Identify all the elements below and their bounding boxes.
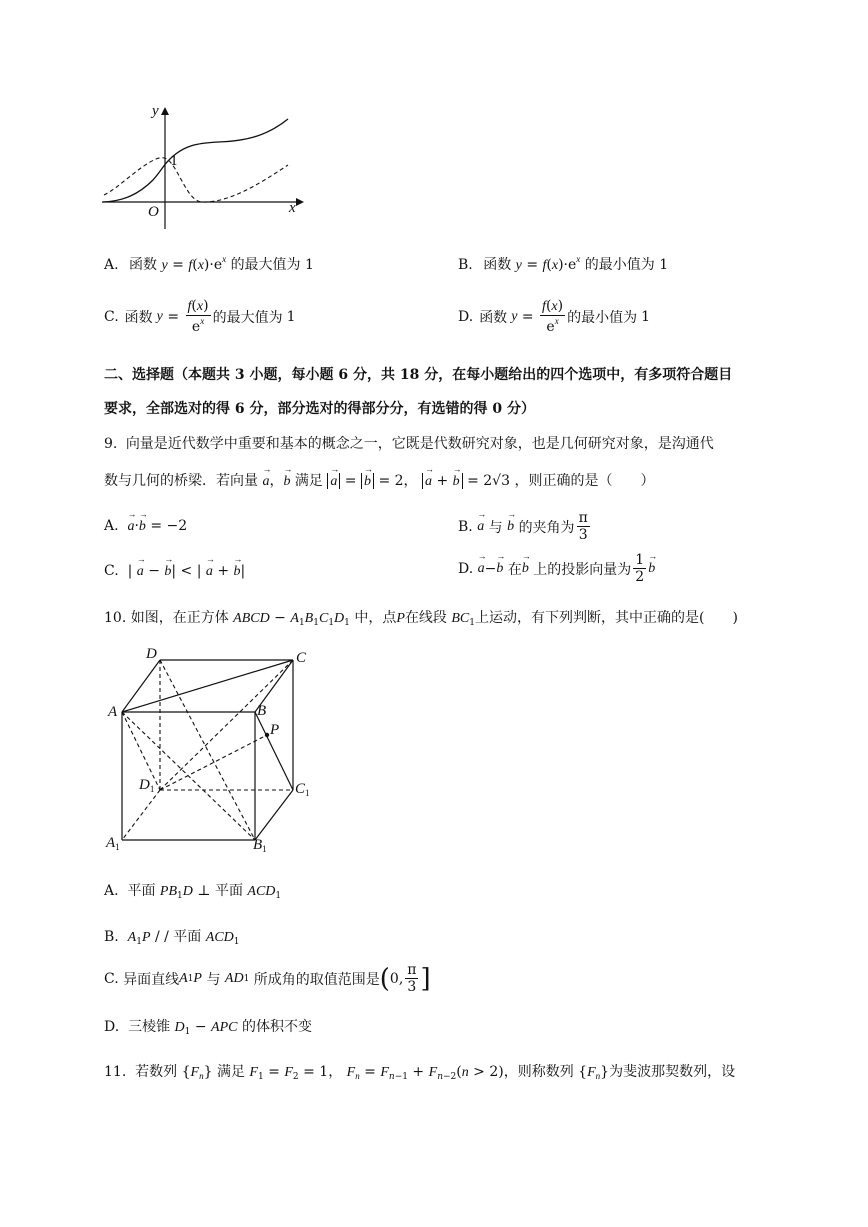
graph-origin-label: O <box>148 204 159 220</box>
cube-label-a: A <box>108 704 118 720</box>
graph-one-label: 1 <box>170 154 179 169</box>
solid-curve <box>103 119 288 202</box>
graph-y-label: y <box>152 103 159 119</box>
q9-stem-line1: 9. 向量是近代数学中重要和基本的概念之一，它既是代数研究对象，也是几何研究对象，是沟通代 <box>104 436 714 452</box>
q10-option-a[interactable]: A. 平面 $PB_1D$ ⊥ 平面 $ACD_1$ <box>104 883 282 901</box>
q11-stem: 11. 若数列 $\{F_n\}$ 满足 $F_1 = F_2 = 1$， $F_n = F_{n-1} + F_{n-2}(n > 2)$，则称数列 $\{F_n\}$为斐波那契数列，设 <box>104 1064 736 1082</box>
cube-label-p: P <box>270 722 280 738</box>
cube-label-d: D <box>146 646 157 662</box>
q10-option-d[interactable]: D. 三棱锥 $D_1$ − APC 的体积不变 <box>104 1019 312 1037</box>
cube-label-b1: $B_1$ <box>253 837 267 854</box>
cube-label-a1: $A_1$ <box>106 835 120 852</box>
q10-option-c[interactable]: C. 异面直线 A 1 P 与 AD 1 所成角的取值范围是 ( 0, $\frac{\pi}{3}$ ] <box>104 962 431 996</box>
cube-label-c: C <box>296 650 307 666</box>
cube-label-d1: $D_1$ <box>139 777 155 794</box>
q9-option-c[interactable]: C. | → a − → b| < | → a + → b| <box>104 563 245 580</box>
q9-stem-line2: 数与几何的桥梁．若向量 → a，→ b 满足 → a = → b = 2， → a + → b = 2√3 ，则正确的是（ ） <box>104 470 654 490</box>
graph-x-label: x <box>289 200 296 216</box>
cube-diagram <box>100 640 330 860</box>
q9-option-a[interactable]: A. → a·→ b = −2 <box>104 518 187 535</box>
q9-option-d[interactable]: D. → a − → b 在 → b 上的投影向量为 $\frac{1}{2}$ → b <box>458 552 655 585</box>
q9-option-b[interactable]: B. → a 与 → b 的夹角为 $\frac{\pi}{3}$ <box>458 510 592 543</box>
section2-header-line2: 要求，全部选对的得 6 分，部分选对的得部分分，有选错的得 0 分） <box>104 401 535 417</box>
q8-option-a[interactable]: A. 函数 $y = f(x)\cdot e^x$ 的最大值为 1 <box>104 254 314 273</box>
cube-label-c1: $C_1$ <box>295 781 310 798</box>
q8-option-b[interactable]: B. 函数 $y = f(x)\cdot e^x$ 的最小值为 1 <box>458 254 669 273</box>
y-axis-arrow <box>161 107 169 115</box>
section2-header-line1: 二、选择题（本题共 3 小题，每小题 6 分，共 18 分，在每小题给出的四个选项中，有多项符合题目 <box>104 367 733 383</box>
q10-option-b[interactable]: B. $A_1P$ / / 平面 $ACD_1$ <box>104 929 240 947</box>
q10-stem: 10. 如图，在正方体 ABCD − $A_1B_1C_1D_1$ 中，点P在线段 $BC_1$上运动，有下列判断，其中正确的是( ) <box>104 610 738 628</box>
q8-option-d[interactable]: D. 函数 y = $\frac{f(x)}{e^x}$ 的最小值为 1 <box>458 298 651 336</box>
cube-label-b: B <box>257 703 267 719</box>
x-axis-arrow <box>296 198 304 206</box>
q8-option-c[interactable]: C. 函数 y = $\frac{f(x)}{e^x}$ 的最大值为 1 <box>104 298 296 336</box>
function-graph <box>98 105 308 230</box>
